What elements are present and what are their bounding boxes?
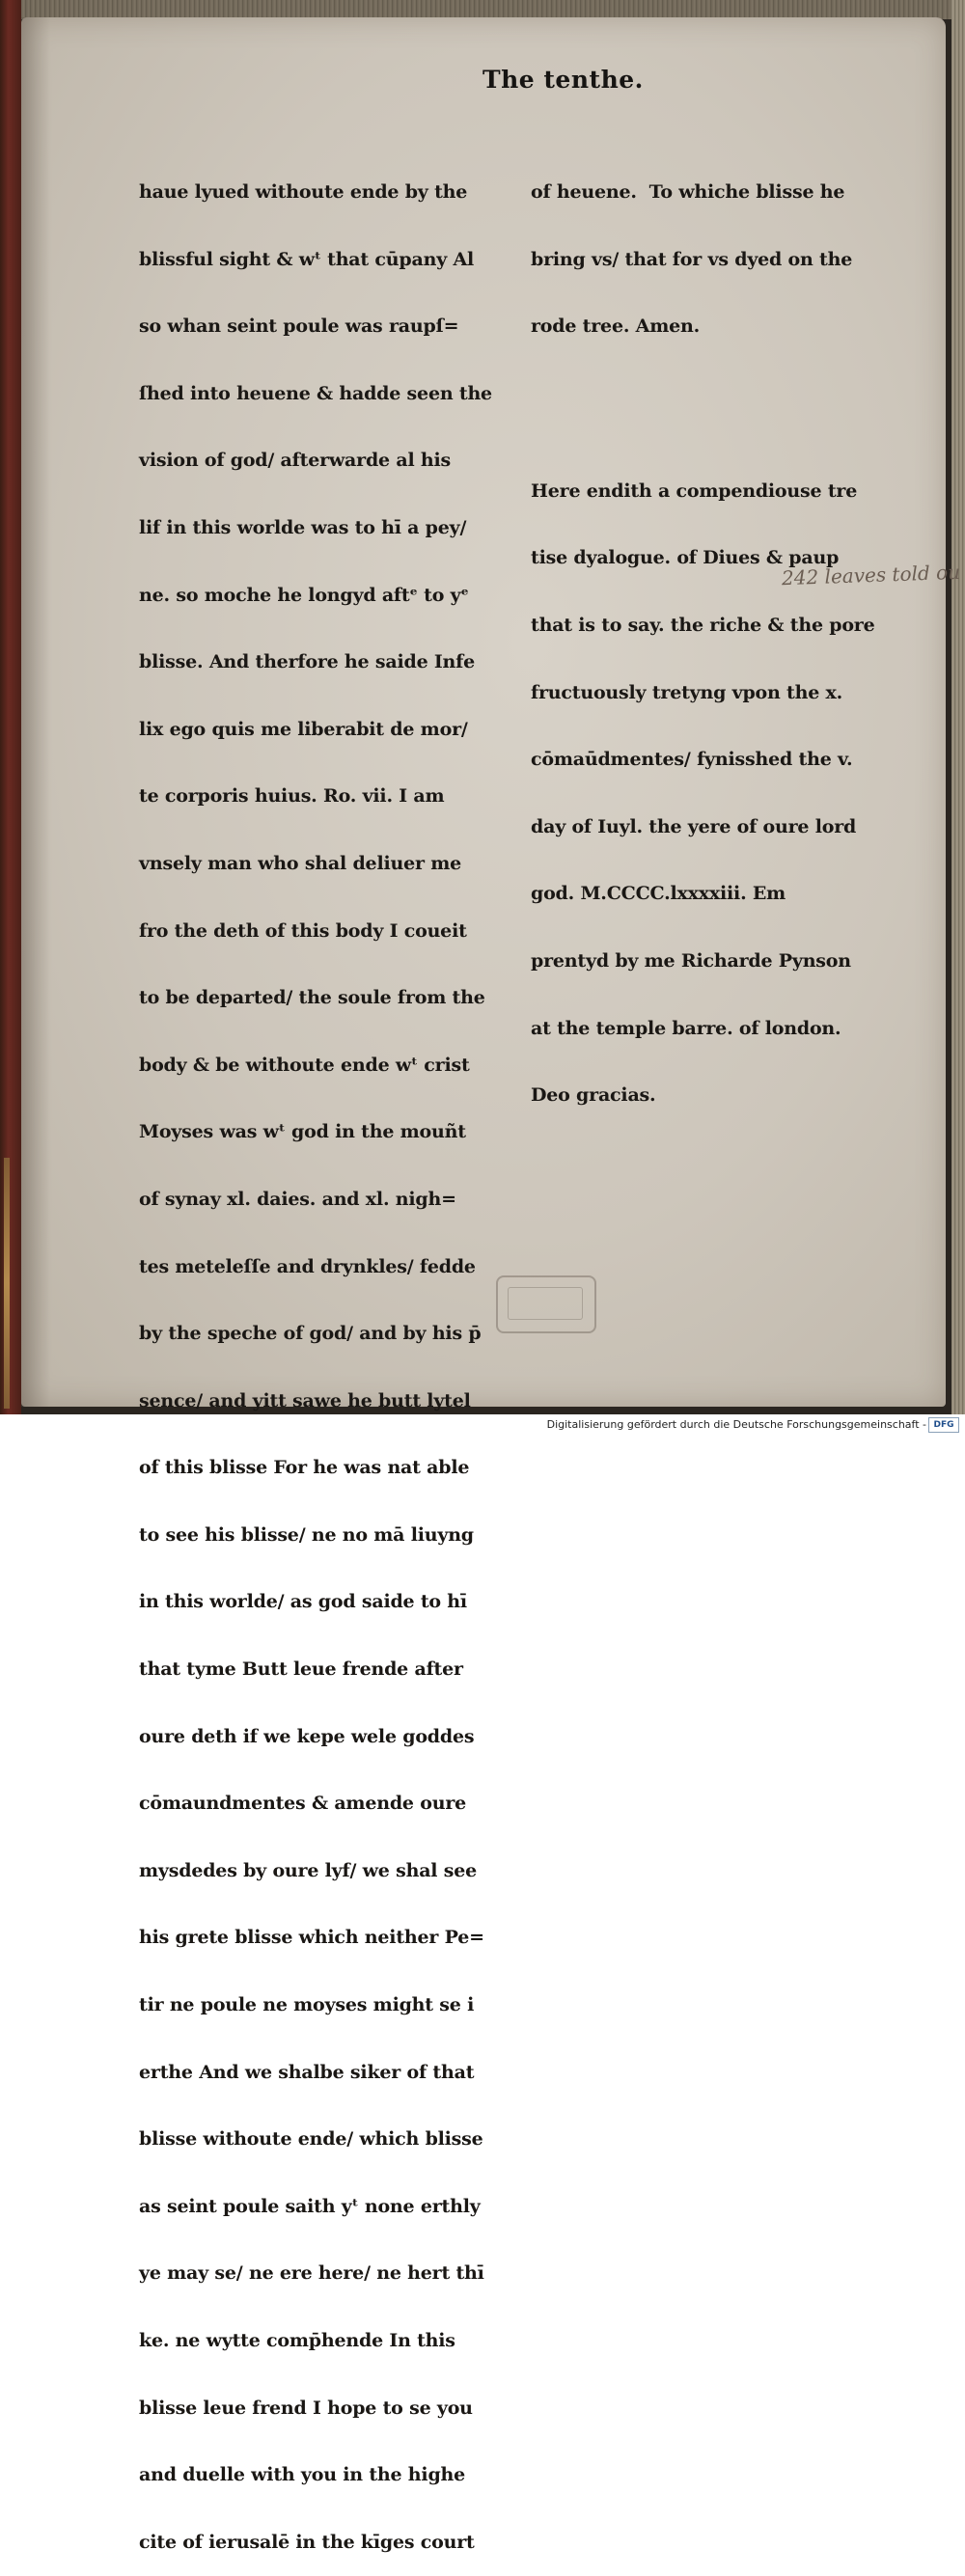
right-text-column	[531, 141, 897, 1130]
library-stamp	[496, 1275, 596, 1333]
text-line: of heuene. To whiche blisse he	[531, 181, 845, 203]
text-line: vnsely man who shal deliuer me	[139, 852, 461, 874]
text-line: by the speche of god/ and by his p̄	[139, 1323, 482, 1345]
text-line: to be departed/ the soule from the	[139, 987, 485, 1009]
page-edges-right	[951, 0, 965, 1414]
text-line: erthe And we shalbe siker of that	[139, 2061, 475, 2083]
gilt-edge	[4, 1158, 10, 1409]
text-line: in this worlde/ as god saide to hī	[139, 1591, 467, 1613]
text-line: sence/ and yitt sawe he butt lytel	[139, 1389, 471, 1411]
text-line: mysdedes by oure lyf/ we shal see	[139, 1859, 478, 1881]
colophon-line: day of Iuyl. the yere of oure lord	[531, 815, 857, 837]
text-line: rode tree. Amen.	[531, 315, 701, 338]
colophon-line: prentyd by me Richarde Pynson	[531, 949, 851, 972]
dfg-logo[interactable]: DFG	[928, 1417, 959, 1433]
text-line: fro the deth of this body I coueit	[139, 919, 467, 942]
colophon-line: fructuously tretyng vpon the x.	[531, 681, 843, 703]
left-text-column	[139, 141, 496, 2576]
handwritten-annotation: 242 leaves told ou	[781, 560, 961, 590]
text-line: and duelle with you in the highe	[139, 2464, 466, 2486]
text-line: of synay xl. daies. and xl. nigh=	[139, 1188, 456, 1210]
digitization-credit: Digitalisierung gefördert durch die Deutsche Forschungsgemeinschaft -	[546, 1418, 926, 1431]
text-line: haue lyued withoute ende by the	[139, 181, 468, 203]
text-line: vision of god/ afterwarde al his	[139, 450, 452, 472]
text-line: his grete blisse which neither Pe=	[139, 1927, 484, 1949]
text-line: as seint poule saith yᵗ none erthly	[139, 2195, 481, 2217]
colophon-line: at the temple barre. of london.	[531, 1017, 841, 1039]
colophon-line: Here endith a compendiouse tre	[531, 480, 858, 502]
text-line: of this blisse For he was nat able	[139, 1457, 470, 1479]
text-line: blisse withoute ende/ which blisse	[139, 2128, 483, 2151]
text-line: cōmaundmentes & amende oure	[139, 1793, 467, 1815]
text-line: tir ne poule ne moyses might se i	[139, 1994, 475, 2016]
text-line: ke. ne wytte comp̄hende In this	[139, 2330, 455, 2351]
paragraph-gap	[531, 379, 897, 440]
library-stamp-inner	[508, 1287, 583, 1320]
text-line: ſhed into heuene & hadde seen the	[139, 382, 492, 404]
running-head: The tenthe.	[482, 66, 644, 94]
text-line: cite of ierusalē in the kīges court	[139, 2531, 475, 2553]
text-line: to see his blisse/ ne no mā liuyng	[139, 1523, 474, 1546]
text-line: lif in this worlde was to hī a pey/	[139, 516, 467, 538]
text-line: blissful sight & wᵗ that cūpany Al	[139, 248, 475, 270]
text-line: so whan seint poule was raupſ=	[139, 315, 459, 338]
text-line: ne. so moche he longyd aftᵉ to yᵉ	[139, 584, 469, 606]
page-edges-top	[21, 0, 965, 19]
text-line: bring vs/ that for vs dyed on the	[531, 248, 853, 270]
text-line: blisse. And therfore he saide Infe	[139, 651, 476, 673]
text-line: tes meteleſſe and drynkles/ fedde	[139, 1255, 476, 1277]
text-line: blisse leue frend I hope to se you	[139, 2397, 473, 2419]
colophon-line: that is to say. the riche & the pore	[531, 614, 875, 636]
colophon-line: cōmaūdmentes/ fynisshed the v.	[531, 749, 853, 771]
colophon-line: god. M.CCCC.lxxxxiii. Em	[531, 883, 786, 905]
text-line: Moyses was wᵗ god in the mouñt	[139, 1121, 466, 1143]
text-line: that tyme Butt leue frende after	[139, 1658, 463, 1681]
text-line: oure deth if we kepe wele goddes	[139, 1725, 475, 1747]
text-line: te corporis huius. Ro. vii. I am	[139, 785, 445, 808]
colophon-line: Deo gracias.	[531, 1084, 656, 1107]
colophon-line: tise dyalogue. of Diues & paup	[531, 547, 840, 569]
page-gutter	[21, 17, 50, 1407]
text-line: ye may se/ ne ere here/ ne hert thī	[139, 2262, 484, 2285]
text-line: body & be withoute ende wᵗ crist	[139, 1054, 470, 1076]
text-line: lix ego quis me liberabit de mor/	[139, 718, 468, 740]
